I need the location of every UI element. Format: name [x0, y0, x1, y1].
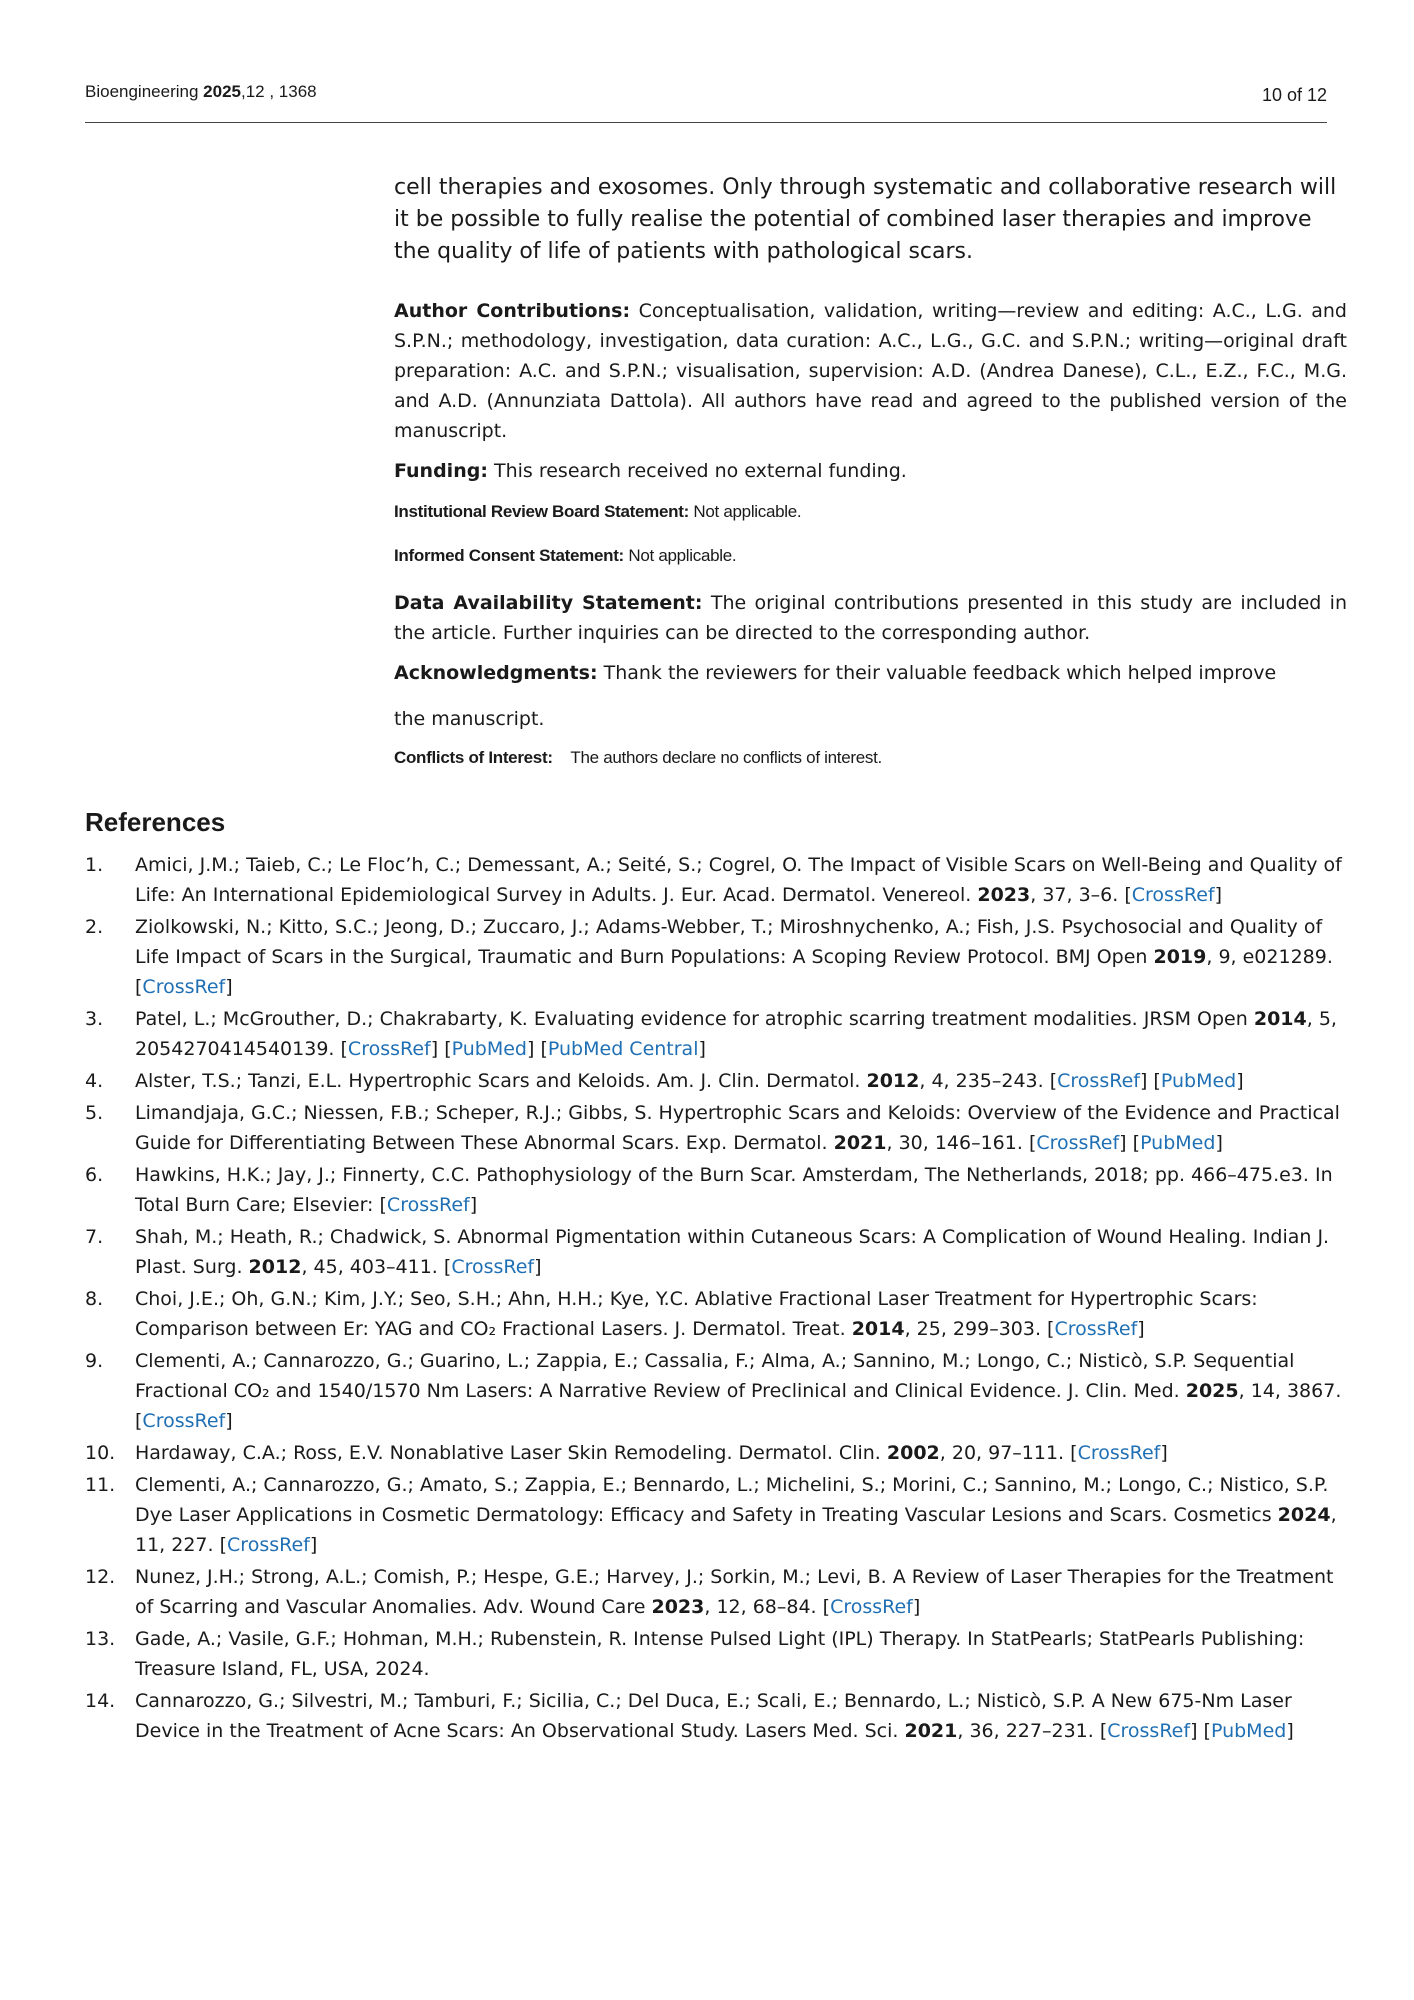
reference-text: Hawkins, H.K.; Jay, J.; Finnerty, C.C. Pathophysiology of the Burn Scar. Amsterdam, The Netherlands, 2018; pp. 466–475.e3. In Total Burn Care; Elsevier: — [135, 1164, 1333, 1216]
irb-text: Not applicable. — [693, 502, 802, 521]
conflicts-label: Conflicts of Interest: — [394, 748, 553, 767]
funding-text: This research received no external funding. — [493, 460, 907, 482]
crossref-link[interactable]: CrossRef — [1077, 1442, 1161, 1464]
reference-volume-pages — [373, 1194, 379, 1216]
reference-volume-pages: , 5, 2054270414540139. — [135, 1008, 1337, 1060]
funding-statement — [394, 456, 1347, 486]
reference-number: 12. — [85, 1566, 116, 1588]
reference-item: 1. Amici, J.M.; Taieb, C.; Le Floc’h, C.; Demessant, A.; Seité, S.; Cogrel, O. The Impact of Visible Scars on Well-Being and Quality of Life: An International Epidemiological Survey in Adults. J. Eur. Acad. Dermatol. Venereol. 2023, 37, 3–6. [CrossRef] — [85, 850, 1355, 910]
journal-citation — [85, 82, 317, 102]
reference-number: 5. — [85, 1102, 104, 1124]
references-heading: References — [85, 807, 226, 837]
reference-number: 1. — [85, 854, 104, 876]
crossref-link[interactable]: CrossRef — [1054, 1318, 1138, 1340]
consent-text: Not applicable. — [628, 546, 737, 565]
journal-volume: ,12 , 1368 — [240, 82, 317, 101]
acknowledgments — [394, 658, 1347, 688]
reference-year: 2021 — [833, 1132, 887, 1154]
reference-item — [85, 1624, 1355, 1684]
funding-label: Funding: — [394, 460, 488, 482]
crossref-link[interactable]: CrossRef — [1131, 884, 1215, 906]
reference-year: 2019 — [1153, 946, 1207, 968]
reference-number: 13. — [85, 1628, 116, 1650]
reference-volume-pages: , 20, 97–111. — [939, 1442, 1071, 1464]
author-contributions-text: Conceptualisation, validation, writing—review and editing: A.C., L.G. and S.P.N.; methodology, investigation, data curation: A.C., L.G., G.C. and S.P.N.; writing—original draft preparation: A.C. and S.P.N.; visualisation, supervision: A.D. (Andrea Danese), C.L., E.Z., F.C., M.G. and A.D. (Annunziata Dattola). All authors have read and agreed to the published version of the manuscript. — [394, 300, 1347, 442]
reference-text: Limandjaja, G.C.; Niessen, F.B.; Scheper, R.J.; Gibbs, S. Hypertrophic Scars and Keloids: Overview of the Evidence and Practical Guide for Differentiating Between These Abnormal Scars. Exp. Dermatol. — [135, 1102, 1340, 1154]
reference-text: Hardaway, C.A.; Ross, E.V. Nonablative Laser Skin Remodeling. Dermatol. Clin. — [135, 1442, 881, 1464]
reference-text: Alster, T.S.; Tanzi, E.L. Hypertrophic Scars and Keloids. Am. J. Clin. Dermatol. — [135, 1070, 861, 1092]
reference-number: 7. — [85, 1226, 104, 1248]
acknowledgments-text: Thank the reviewers for their valuable feedback which helped improve — [603, 662, 1277, 684]
crossref-link[interactable]: CrossRef — [1107, 1720, 1191, 1742]
reference-number: 6. — [85, 1164, 104, 1186]
reference-number: 3. — [85, 1008, 104, 1030]
crossref-link[interactable]: CrossRef — [386, 1194, 470, 1216]
crossref-link[interactable]: CrossRef — [1036, 1132, 1120, 1154]
reference-text: Cannarozzo, G.; Silvestri, M.; Tamburi, F.; Sicilia, C.; Del Duca, E.; Scali, E.; Bennardo, L.; Nisticò, S.P. A New 675-Nm Laser Device in the Treatment of Acne Scars: An Observational Study. Lasers Med. Sci. — [135, 1690, 1292, 1742]
crossref-link[interactable]: CrossRef — [830, 1596, 913, 1618]
page-number: 10 of 12 — [1261, 85, 1327, 105]
reference-year: 2024 — [1277, 1504, 1331, 1526]
reference-volume-pages: , 25, 299–303. — [904, 1318, 1048, 1340]
reference-year: 2012 — [866, 1070, 920, 1092]
author-contributions — [394, 296, 1347, 446]
reference-number: 9. — [85, 1350, 104, 1372]
reference-item: 8. Choi, J.E.; Oh, G.N.; Kim, J.Y.; Seo, S.H.; Ahn, H.H.; Kye, Y.C. Ablative Fractional Laser Treatment for Hypertrophic Scars: Comparison between Er: YAG and CO₂ Fractional Lasers. J. Dermatol. Treat. 2014, 25, 299–303. [CrossRef] — [85, 1284, 1355, 1344]
reference-item: 2. Ziolkowski, N.; Kitto, S.C.; Jeong, D.; Zuccaro, J.; Adams-Webber, T.; Miroshnychenko, A.; Fish, J.S. Psychosocial and Quality of Life Impact of Scars in the Surgical, Traumatic and Burn Populations: A Scoping Review Protocol. BMJ Open 2019, 9, e021289. [CrossRef] — [85, 912, 1355, 1002]
reference-volume-pages: , 4, 235–243. — [919, 1070, 1050, 1092]
reference-number: 10. — [85, 1442, 116, 1464]
reference-item: 7. Shah, M.; Heath, R.; Chadwick, S. Abnormal Pigmentation within Cutaneous Scars: A Complication of Wound Healing. Indian J. Plast. Surg. 2012, 45, 403–411. [CrossRef] — [85, 1222, 1355, 1282]
reference-item: 10. Hardaway, C.A.; Ross, E.V. Nonablative Laser Skin Remodeling. Dermatol. Clin. 2002, 20, 97–111. [CrossRef] — [85, 1438, 1355, 1468]
reference-text: Patel, L.; McGrouther, D.; Chakrabarty, K. Evaluating evidence for atrophic scarring treatment modalities. JRSM Open — [135, 1008, 1248, 1030]
reference-year: 2014 — [851, 1318, 905, 1340]
conflicts-statement — [394, 746, 1347, 770]
reference-year: 2025 — [1185, 1380, 1239, 1402]
reference-text: Nunez, J.H.; Strong, A.L.; Comish, P.; Hespe, G.E.; Harvey, J.; Sorkin, M.; Levi, B. A Review of Laser Therapies for the Treatment of Scarring and Vascular Anomalies. Adv. Wound Care — [135, 1566, 1334, 1618]
reference-number: 8. — [85, 1288, 104, 1310]
reference-volume-pages: , 45, 403–411. — [301, 1256, 444, 1278]
crossref-link[interactable]: CrossRef — [1057, 1070, 1140, 1092]
reference-item: 9. Clementi, A.; Cannarozzo, G.; Guarino, L.; Zappia, E.; Cassalia, F.; Alma, A.; Sannino, M.; Longo, C.; Nisticò, S.P. Sequential Fractional CO₂ and 1540/1570 Nm Lasers: A Narrative Review of Preclinical and Clinical Evidence. J. Clin. Med. 2025, 14, 3867. [CrossRef] — [85, 1346, 1355, 1436]
reference-year: 2014 — [1253, 1008, 1307, 1030]
reference-text: Choi, J.E.; Oh, G.N.; Kim, J.Y.; Seo, S.H.; Ahn, H.H.; Kye, Y.C. Ablative Fractional Laser Treatment for Hypertrophic Scars: Comparison between Er: YAG and CO₂ Fractional Lasers. J. Dermatol. Treat. — [135, 1288, 1258, 1340]
consent-label: Informed Consent Statement: — [394, 546, 624, 565]
data-availability-label: Data Availability Statement: — [394, 592, 703, 614]
reference-year: 2023 — [977, 884, 1031, 906]
data-availability-text: The original contributions presented in this study are included in the article. Further inquiries can be directed to the corresponding author. — [394, 592, 1347, 644]
pubmed-link[interactable]: PubMed — [1160, 1070, 1237, 1092]
references-list — [85, 850, 1355, 1748]
running-header — [85, 80, 1327, 123]
irb-statement — [394, 500, 1347, 524]
reference-year: 2002 — [886, 1442, 940, 1464]
reference-item: 3. Patel, L.; McGrouther, D.; Chakrabarty, K. Evaluating evidence for atrophic scarring treatment modalities. JRSM Open 2014, 5, 2054270414540139. [CrossRef] [PubMed] [PubMed Central] — [85, 1004, 1355, 1064]
reference-item: 6. Hawkins, H.K.; Jay, J.; Finnerty, C.C. Pathophysiology of the Burn Scar. Amsterdam, The Netherlands, 2018; pp. 466–475.e3. In Total Burn Care; Elsevier: [CrossRef] — [85, 1160, 1355, 1220]
pubmed-link[interactable]: PubMed — [1140, 1132, 1216, 1154]
reference-number: 4. — [85, 1070, 104, 1092]
reference-volume-pages: , 37, 3–6. — [1030, 884, 1125, 906]
reference-number: 2. — [85, 916, 104, 938]
crossref-link[interactable]: CrossRef — [451, 1256, 535, 1278]
reference-volume-pages: , 12, 68–84. — [704, 1596, 823, 1618]
reference-volume-pages: , 14, 3867. — [1238, 1380, 1342, 1402]
reference-text: Amici, J.M.; Taieb, C.; Le Floc’h, C.; Demessant, A.; Seité, S.; Cogrel, O. The Impact of Visible Scars on Well-Being and Quality of Life: An International Epidemiological Survey in Adults. J. Eur. Acad. Dermatol. Venereol. — [135, 854, 1342, 906]
crossref-link[interactable]: CrossRef — [142, 1410, 226, 1432]
pubmed-central-link[interactable]: PubMed Central — [547, 1038, 699, 1060]
pubmed-link[interactable]: PubMed — [451, 1038, 527, 1060]
reference-item: 11. Clementi, A.; Cannarozzo, G.; Amato, S.; Zappia, E.; Bennardo, L.; Michelini, S.; Morini, C.; Sannino, M.; Longo, C.; Nistico, S.P. Dye Laser Applications in Cosmetic Dermatology: Efficacy and Safety in Treating Vascular Lesions and Scars. Cosmetics 2024, 11, 227. [CrossRef] — [85, 1470, 1355, 1560]
reference-item: 14. Cannarozzo, G.; Silvestri, M.; Tamburi, F.; Sicilia, C.; Del Duca, E.; Scali, E.; Bennardo, L.; Nisticò, S.P. A New 675-Nm Laser Device in the Treatment of Acne Scars: An Observational Study. Lasers Med. Sci. 2021, 36, 227–231. [CrossRef] [PubMed] — [85, 1686, 1355, 1746]
reference-item: 12. Nunez, J.H.; Strong, A.L.; Comish, P.; Hespe, G.E.; Harvey, J.; Sorkin, M.; Levi, B. A Review of Laser Therapies for the Treatment of Scarring and Vascular Anomalies. Adv. Wound Care 2023, 12, 68–84. [CrossRef] — [85, 1562, 1355, 1622]
reference-text: Clementi, A.; Cannarozzo, G.; Guarino, L.; Zappia, E.; Cassalia, F.; Alma, A.; Sannino, M.; Longo, C.; Nisticò, S.P. Sequential Fractional CO₂ and 1540/1570 Nm Lasers: A Narrative Review of Preclinical and Clinical Evidence. J. Clin. Med. — [135, 1350, 1295, 1402]
crossref-link[interactable]: CrossRef — [227, 1534, 310, 1556]
reference-text: Clementi, A.; Cannarozzo, G.; Amato, S.; Zappia, E.; Bennardo, L.; Michelini, S.; Morini, C.; Sannino, M.; Longo, C.; Nistico, S.P. Dye Laser Applications in Cosmetic Dermatology: Efficacy and Safety in Treating Vascular Lesions and Scars. Cosmetics — [135, 1474, 1329, 1526]
author-contributions-label: Author Contributions: — [394, 300, 631, 322]
reference-year: 2023 — [651, 1596, 705, 1618]
journal-year: 2025 — [203, 82, 241, 101]
reference-item: 5. Limandjaja, G.C.; Niessen, F.B.; Scheper, R.J.; Gibbs, S. Hypertrophic Scars and Keloids: Overview of the Evidence and Practical Guide for Differentiating Between These Abnormal Scars. Exp. Dermatol. 2021, 30, 146–161. [CrossRef] [PubMed] — [85, 1098, 1355, 1158]
reference-volume-pages: , 30, 146–161. — [886, 1132, 1029, 1154]
reference-year: 2012 — [248, 1256, 302, 1278]
back-matter — [394, 172, 1347, 790]
reference-volume-pages: , 11, 227. — [135, 1504, 1337, 1556]
reference-item: 4. Alster, T.S.; Tanzi, E.L. Hypertrophic Scars and Keloids. Am. J. Clin. Dermatol. 2012, 4, 235–243. [CrossRef] [PubMed] — [85, 1066, 1355, 1096]
reference-text: Ziolkowski, N.; Kitto, S.C.; Jeong, D.; Zuccaro, J.; Adams-Webber, T.; Miroshnychenko, A.; Fish, J.S. Psychosocial and Quality of Life Impact of Scars in the Surgical, Traumatic and Burn Populations: A Scoping Review Protocol. BMJ Open — [135, 916, 1323, 968]
acknowledgments-label: Acknowledgments: — [394, 662, 598, 684]
reference-number: 14. — [85, 1690, 116, 1712]
closing-paragraph: cell therapies and exosomes. Only through systematic and collaborative research will it be possible to fully realise the potential of combined laser therapies and improve the quality of life of patients with pathological scars. — [394, 175, 1337, 264]
data-availability-statement — [394, 588, 1347, 648]
crossref-link[interactable]: CrossRef — [142, 976, 226, 998]
reference-text: Gade, A.; Vasile, G.F.; Hohman, M.H.; Rubenstein, R. Intense Pulsed Light (IPL) Therapy. In StatPearls; StatPearls Publishing: Treasure Island, FL, USA, 2024. — [135, 1628, 1305, 1680]
conflicts-text: The authors declare no conflicts of interest. — [570, 748, 882, 767]
reference-text: Shah, M.; Heath, R.; Chadwick, S. Abnormal Pigmentation within Cutaneous Scars: A Complication of Wound Healing. Indian J. Plast. Surg. — [135, 1226, 1330, 1278]
reference-year: 2021 — [904, 1720, 958, 1742]
acknowledgments-continued: the manuscript. — [394, 708, 545, 730]
reference-volume-pages: , 9, e021289. — [1206, 946, 1333, 968]
journal-name: Bioengineering — [85, 82, 199, 101]
pubmed-link[interactable]: PubMed — [1210, 1720, 1287, 1742]
irb-label: Institutional Review Board Statement: — [394, 502, 689, 521]
reference-number: 11. — [85, 1474, 116, 1496]
reference-volume-pages: , 36, 227–231. — [957, 1720, 1100, 1742]
crossref-link[interactable]: CrossRef — [347, 1038, 431, 1060]
consent-statement — [394, 544, 1347, 568]
